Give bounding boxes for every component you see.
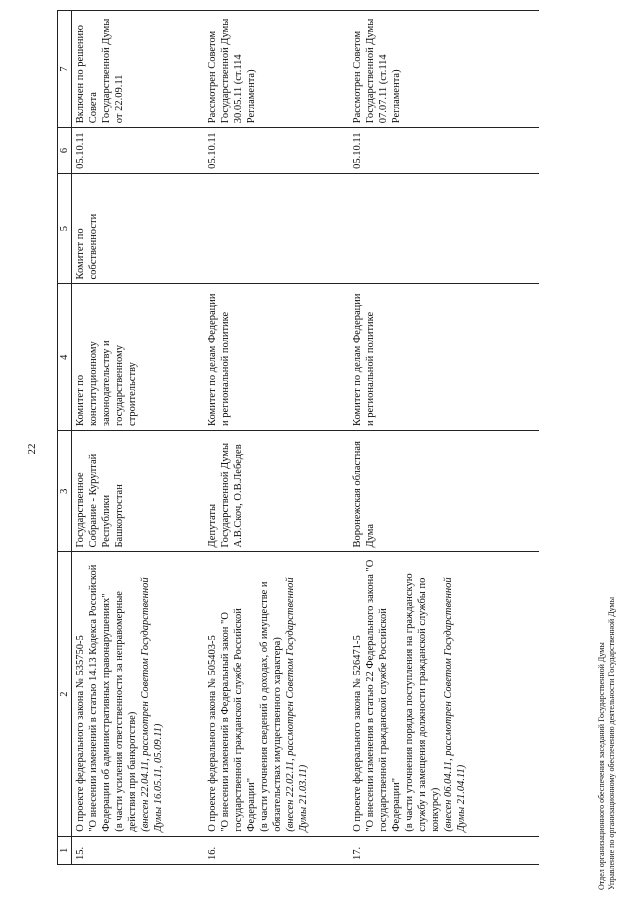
co-committee — [349, 173, 539, 284]
footer-department: Отдел организационного обеспечения заседаний Государственной Думы — [597, 642, 606, 890]
bill-meta: (внесен 06.04.11, рассмотрен Советом Государственной Думы 21.04.11) — [442, 577, 467, 832]
footer-directorate: Управление по организационному обеспечению деятельности Государственной Думы — [607, 597, 616, 890]
bill-meta: (внесен 22.04.11, рассмотрен Советом Государственной Думы 16.05.11, 05.09.11) — [140, 577, 164, 832]
table-header-row — [58, 11, 72, 865]
bill-author: Государственное Собрание - Курултай Республики Башкортостан — [72, 430, 204, 552]
page-number: 22 — [26, 443, 38, 455]
bill-meta: (внесен 22.02.11, рассмотрен Советом Государственной Думы 21.03.11) — [284, 577, 309, 832]
table-row — [204, 11, 349, 865]
bill-date: 05.10.11 — [204, 128, 349, 174]
bill-name: "О внесении изменений в Федеральный закон "О государственной гражданской службе Российской Федерации" — [219, 608, 257, 832]
bill-status: Рассмотрен Советом Государственной Думы 07.07.11 (ст.114 Регламента) — [349, 11, 539, 128]
bills-table-container — [57, 10, 617, 865]
bill-note: (в части уточнения сведений о доходах, об имуществе и обязательствах имущественного характера) — [258, 581, 283, 832]
table-row — [72, 11, 204, 865]
row-number: 16. — [204, 836, 349, 864]
bill-description — [349, 552, 539, 836]
co-committee: Комитет по собственности — [72, 173, 204, 284]
bill-status: Рассмотрен Советом Государственной Думы 30.05.11 (ст.114 Регламента) — [204, 11, 349, 128]
bill-author: Депутаты Государственной Думы А.В.Скоч, О.В.Лебедев — [204, 430, 349, 552]
bill-description — [72, 552, 204, 836]
bill-name: "О внесении изменений в статью 14.13 Кодекса Российской Федерации об административных правонарушениях" — [88, 564, 112, 832]
bill-name: "О внесении изменения в статью 22 Федерального закона "О государственной гражданской службе Российской Федерации" — [364, 559, 402, 832]
row-number: 17. — [349, 836, 539, 864]
co-committee — [204, 173, 349, 284]
column-header: 7 — [58, 11, 72, 128]
row-number: 15. — [72, 836, 204, 864]
column-header: 6 — [58, 128, 72, 174]
bill-title: О проекте федерального закона № 505403-5 — [206, 635, 218, 832]
bill-author: Воронежская областная Дума — [349, 430, 539, 552]
bill-note: (в части уточнения порядка поступления на гражданскую службу и замещения должности гражданской службы по конкурсу) — [403, 573, 441, 832]
bill-date: 05.10.11 — [72, 128, 204, 174]
bill-note: (в части усиления ответственности за неправомерные действия при банкротстве) — [114, 591, 138, 832]
responsible-committee: Комитет по конституционному законодательству и государственному строительству — [72, 284, 204, 430]
bill-status: Включен по решению Совета Государственной Думы от 22.09.11 — [72, 11, 204, 128]
responsible-committee: Комитет по делам Федерации и региональной политике — [349, 284, 539, 430]
table-row — [349, 11, 539, 865]
bill-date: 05.10.11 — [349, 128, 539, 174]
bill-description — [204, 552, 349, 836]
column-header: 3 — [58, 430, 72, 552]
responsible-committee: Комитет по делам Федерации и региональной политике — [204, 284, 349, 430]
bill-title: О проекте федерального закона № 526471-5 — [351, 635, 363, 832]
column-header: 5 — [58, 173, 72, 284]
column-header: 4 — [58, 284, 72, 430]
column-header: 2 — [58, 552, 72, 836]
column-header: 1 — [58, 836, 72, 864]
bills-table — [57, 10, 539, 865]
bill-title: О проекте федерального закона № 535750-5 — [75, 635, 86, 832]
footer — [597, 290, 617, 890]
